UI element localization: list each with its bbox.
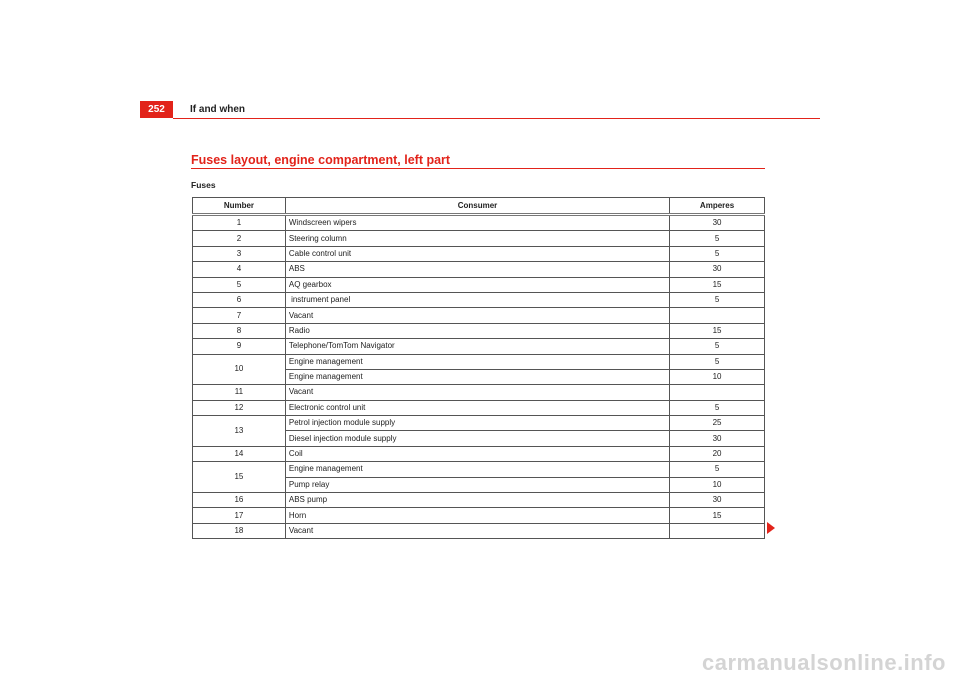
table-row — [193, 416, 765, 431]
section-heading — [191, 153, 765, 169]
fuse-consumer: Pump relay — [285, 477, 669, 492]
fuse-consumer: ABS pump — [285, 493, 669, 508]
watermark: carmanualsonline.info — [702, 650, 946, 675]
fuse-amperes — [670, 308, 765, 323]
fuse-amperes: 20 — [670, 446, 765, 461]
section-title: Fuses layout, engine compartment, left part — [191, 153, 451, 167]
fuse-consumer: Engine management — [285, 462, 669, 477]
fuse-amperes: 5 — [670, 292, 765, 307]
fuse-amperes: 15 — [670, 277, 765, 292]
table-row — [193, 339, 765, 354]
fuse-consumer: Diesel injection module supply — [285, 431, 669, 446]
fuses-table — [192, 197, 765, 539]
table-row — [193, 400, 765, 415]
table-row — [193, 262, 765, 277]
table-row — [193, 323, 765, 338]
table-row — [193, 277, 765, 292]
table-row — [193, 354, 765, 369]
fuse-consumer: Radio — [285, 323, 669, 338]
fuse-number: 3 — [193, 246, 286, 261]
column-header-number: Number — [193, 198, 286, 215]
fuse-consumer: Petrol injection module supply — [285, 416, 669, 431]
subheading: Fuses — [191, 180, 216, 190]
fuse-consumer: Telephone/TomTom Navigator — [285, 339, 669, 354]
table-row — [193, 462, 765, 477]
fuse-consumer: Electronic control unit — [285, 400, 669, 415]
section-rule — [191, 168, 765, 169]
fuse-amperes: 5 — [670, 339, 765, 354]
fuse-amperes: 15 — [670, 323, 765, 338]
fuse-consumer: Cable control unit — [285, 246, 669, 261]
fuse-amperes: 30 — [670, 215, 765, 231]
fuse-number: 12 — [193, 400, 286, 415]
table-row — [193, 231, 765, 246]
fuse-amperes: 5 — [670, 231, 765, 246]
table-row — [193, 446, 765, 461]
table-row — [193, 493, 765, 508]
table-row — [193, 508, 765, 523]
fuse-amperes — [670, 385, 765, 400]
fuse-amperes: 5 — [670, 354, 765, 369]
table-row — [193, 292, 765, 307]
fuse-amperes: 10 — [670, 477, 765, 492]
fuse-number: 14 — [193, 446, 286, 461]
fuse-consumer: Vacant — [285, 523, 669, 538]
fuse-number: 9 — [193, 339, 286, 354]
fuse-consumer: Coil — [285, 446, 669, 461]
fuse-consumer: AQ gearbox — [285, 277, 669, 292]
fuse-consumer: Vacant — [285, 385, 669, 400]
fuse-amperes: 10 — [670, 369, 765, 384]
fuse-number: 17 — [193, 508, 286, 523]
fuse-consumer: ABS — [285, 262, 669, 277]
fuse-consumer: Windscreen wipers — [285, 215, 669, 231]
table-row — [193, 215, 765, 231]
fuse-amperes: 5 — [670, 246, 765, 261]
fuse-amperes: 30 — [670, 493, 765, 508]
fuse-number: 13 — [193, 416, 286, 447]
fuse-number: 10 — [193, 354, 286, 385]
fuse-number: 18 — [193, 523, 286, 538]
fuse-number: 1 — [193, 215, 286, 231]
fuse-number: 6 — [193, 292, 286, 307]
fuse-number: 4 — [193, 262, 286, 277]
header-rule — [173, 118, 820, 119]
fuse-consumer: Steering column — [285, 231, 669, 246]
fuse-number: 7 — [193, 308, 286, 323]
fuse-consumer: Horn — [285, 508, 669, 523]
fuse-number: 15 — [193, 462, 286, 493]
fuse-number: 2 — [193, 231, 286, 246]
fuse-consumer: Engine management — [285, 354, 669, 369]
column-header-consumer: Consumer — [285, 198, 669, 215]
fuse-amperes: 15 — [670, 508, 765, 523]
table-header-row — [193, 198, 765, 215]
fuse-amperes: 5 — [670, 400, 765, 415]
next-page-arrow-icon[interactable] — [767, 522, 775, 534]
fuse-amperes: 5 — [670, 462, 765, 477]
page-number: 252 — [140, 101, 173, 118]
chapter-title: If and when — [190, 104, 245, 115]
fuse-amperes: 30 — [670, 431, 765, 446]
table-row — [193, 385, 765, 400]
table-row — [193, 308, 765, 323]
fuse-consumer: Vacant — [285, 308, 669, 323]
fuse-consumer: instrument panel — [285, 292, 669, 307]
fuse-number: 8 — [193, 323, 286, 338]
fuse-consumer: Engine management — [285, 369, 669, 384]
fuse-amperes: 25 — [670, 416, 765, 431]
fuse-number: 16 — [193, 493, 286, 508]
table-row — [193, 246, 765, 261]
page-header — [140, 101, 820, 119]
fuse-number: 11 — [193, 385, 286, 400]
column-header-amperes: Amperes — [670, 198, 765, 215]
fuse-amperes: 30 — [670, 262, 765, 277]
fuse-amperes — [670, 523, 765, 538]
fuse-number: 5 — [193, 277, 286, 292]
table-row — [193, 523, 765, 538]
